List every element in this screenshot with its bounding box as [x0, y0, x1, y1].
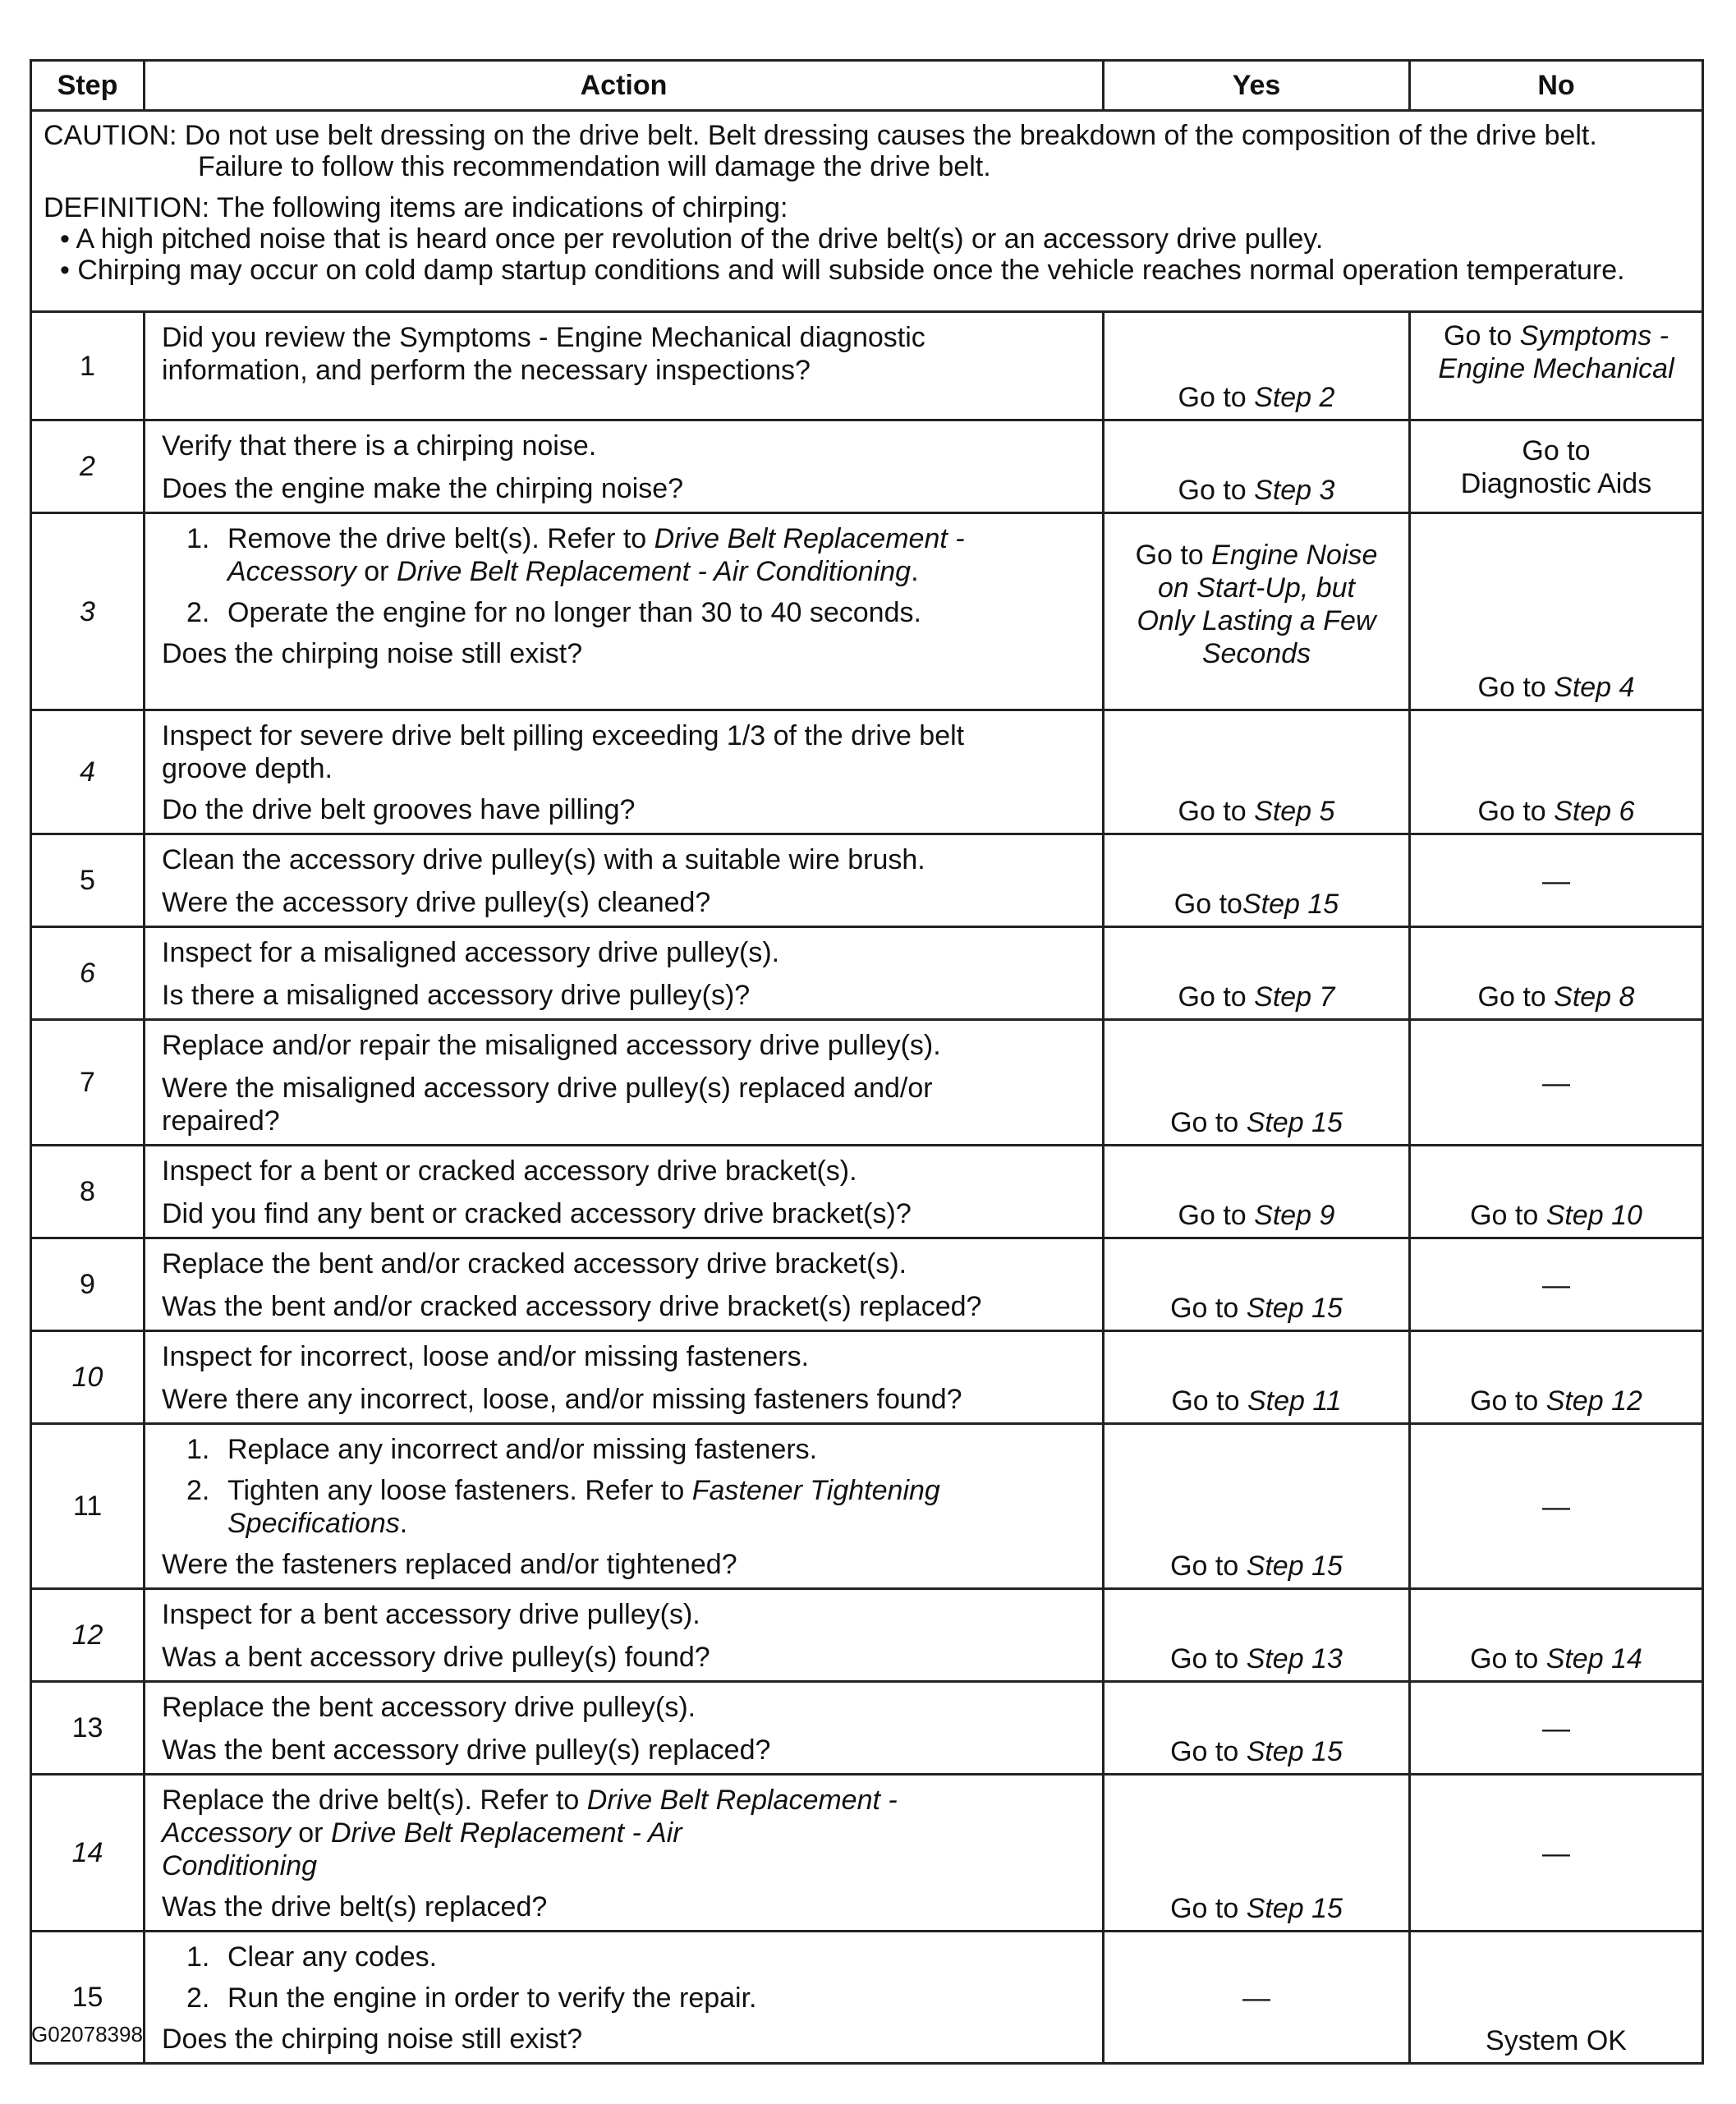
yes-prefix: Go to — [1178, 475, 1255, 506]
caution-row — [31, 111, 1703, 312]
step-number: 13 — [31, 1682, 145, 1775]
table-row — [31, 312, 1703, 420]
yes-link[interactable]: Step 15 — [1242, 889, 1339, 920]
yes-cell — [1104, 1331, 1410, 1424]
action-text: Inspect for a bent or cracked accessory drive bracket(s). — [162, 1155, 857, 1187]
yes-link[interactable]: Step 15 — [1246, 1550, 1343, 1582]
sub-step-number: 1. — [186, 1434, 210, 1465]
yes-prefix: Go to — [1170, 1293, 1247, 1324]
question-text: Does the chirping noise still exist? — [162, 638, 583, 669]
yes-prefix: Go to — [1178, 981, 1255, 1013]
no-text: Go to — [1522, 435, 1591, 466]
table-row — [31, 927, 1703, 1020]
table-row — [31, 1331, 1703, 1424]
yes-cell — [1104, 1589, 1410, 1682]
action-text: Replace the bent accessory drive pulley(s). — [162, 1692, 696, 1723]
question-text: Was the bent accessory drive pulley(s) replaced? — [162, 1734, 771, 1766]
ref-link[interactable]: Drive Belt Replacement - Air — [330, 1817, 682, 1849]
no-cell — [1410, 1932, 1703, 2064]
yes-link[interactable]: Step 7 — [1254, 981, 1335, 1013]
sub-step-text: Run the engine in order to verify the repair. — [227, 1982, 757, 2014]
sub-step — [186, 596, 1092, 629]
question-text: Do the drive belt grooves have pilling? — [162, 794, 636, 825]
no-prefix: Go to — [1477, 796, 1555, 827]
no-cell — [1410, 834, 1703, 927]
ref-link[interactable]: Specifications — [227, 1508, 400, 1539]
yes-link-cont[interactable]: Only Lasting a Few — [1137, 605, 1376, 636]
yes-link[interactable]: Step 13 — [1246, 1643, 1343, 1674]
definition-text: DEFINITION: The following items are indications of chirping: — [44, 192, 788, 223]
action-text-part: Replace the drive belt(s). Refer to — [162, 1785, 587, 1816]
action-text: Did you review the Symptoms - Engine Mechanical diagnostic — [162, 322, 925, 353]
no-link-cont[interactable]: Engine Mechanical — [1438, 353, 1674, 384]
yes-prefix: Go to — [1170, 1893, 1247, 1924]
sub-step-number: 1. — [186, 523, 210, 554]
yes-cell — [1104, 1146, 1410, 1238]
table-row — [31, 420, 1703, 513]
no-dash: — — [1542, 1491, 1570, 1523]
yes-link-cont[interactable]: on Start-Up, but — [1157, 572, 1355, 604]
yes-prefix: Go to — [1170, 1736, 1247, 1767]
no-link[interactable]: Step 8 — [1554, 981, 1635, 1013]
sub-step-list — [162, 1941, 1092, 2014]
sub-step-text: Replace any incorrect and/or missing fasteners. — [227, 1434, 818, 1465]
question-text: Were the fasteners replaced and/or tightened? — [162, 1549, 737, 1580]
step-number: 2 — [31, 420, 145, 513]
table-row — [31, 1146, 1703, 1238]
sub-step-number: 2. — [186, 1982, 210, 2014]
ref-link[interactable]: Accessory — [227, 556, 356, 587]
yes-cell — [1104, 513, 1410, 710]
sub-step-text: Remove the drive belt(s). Refer to — [227, 523, 654, 554]
no-cell — [1410, 710, 1703, 834]
action-text: Inspect for severe drive belt pilling exceeding 1/3 of the drive belt — [162, 720, 965, 751]
no-link[interactable]: Step 12 — [1545, 1385, 1642, 1417]
sub-step-text: Tighten any loose fasteners. Refer to — [227, 1475, 692, 1506]
yes-link[interactable]: Step 9 — [1254, 1200, 1335, 1231]
no-cell — [1410, 1424, 1703, 1589]
action-text: information, and perform the necessary inspections? — [162, 355, 811, 386]
ref-link[interactable]: Drive Belt Replacement - Air — [396, 556, 748, 587]
header-step: Step — [31, 61, 145, 111]
table-row — [31, 1775, 1703, 1932]
yes-prefix: Go to — [1135, 540, 1212, 571]
yes-prefix: Go to — [1171, 1385, 1247, 1417]
action-text: Replace and/or repair the misaligned accessory drive pulley(s). — [162, 1030, 941, 1061]
caution-line-2: Failure to follow this recommendation will damage the drive belt. — [198, 151, 991, 182]
yes-prefix: Go to — [1170, 1107, 1247, 1138]
step-number: 3 — [31, 513, 145, 710]
action-cell — [145, 1589, 1104, 1682]
action-text: groove depth. — [162, 753, 333, 784]
yes-link[interactable]: Step 15 — [1246, 1293, 1343, 1324]
step-number: 7 — [31, 1020, 145, 1146]
no-cell — [1410, 1331, 1703, 1424]
yes-link[interactable]: Step 15 — [1246, 1736, 1343, 1767]
question-text: Did you find any bent or cracked accessory drive bracket(s)? — [162, 1198, 912, 1229]
yes-link[interactable]: Step 2 — [1254, 382, 1335, 413]
header-action: Action — [145, 61, 1104, 111]
action-cell — [145, 710, 1104, 834]
step-number: 8 — [31, 1146, 145, 1238]
yes-link[interactable]: Step 15 — [1246, 1107, 1343, 1138]
action-text: Replace the bent and/or cracked accessory drive bracket(s). — [162, 1248, 907, 1279]
sub-step — [186, 1433, 1092, 1466]
no-link[interactable]: Diagnostic Aids — [1460, 468, 1652, 499]
sub-step-text: or — [356, 556, 397, 587]
caution-line-1: CAUTION: Do not use belt dressing on the drive belt. Belt dressing causes the breakdown of the composition of the drive belt. — [44, 120, 1597, 151]
no-cell — [1410, 1238, 1703, 1331]
no-prefix: Go to — [1470, 1200, 1546, 1231]
question-text: repaired? — [162, 1105, 280, 1137]
header-no: No — [1410, 61, 1703, 111]
no-cell — [1410, 1020, 1703, 1146]
question-text: Does the engine make the chirping noise? — [162, 473, 684, 504]
step-number: 11 — [31, 1424, 145, 1589]
yes-prefix: Go to — [1170, 1643, 1247, 1674]
sub-step-list — [162, 522, 1092, 629]
yes-cell — [1104, 1424, 1410, 1589]
question-text: Was the drive belt(s) replaced? — [162, 1891, 548, 1923]
sub-step-text: . — [911, 556, 919, 587]
sub-step-text: Clear any codes. — [227, 1941, 438, 1973]
action-cell — [145, 1682, 1104, 1775]
no-link[interactable]: Step 6 — [1554, 796, 1635, 827]
yes-link[interactable]: Step 11 — [1247, 1385, 1342, 1417]
no-dash: — — [1542, 1270, 1570, 1301]
table-row — [31, 513, 1703, 710]
action-cell — [145, 513, 1104, 710]
action-text: Inspect for a misaligned accessory drive pulley(s). — [162, 937, 780, 968]
sub-step — [186, 1982, 1092, 2014]
action-cell — [145, 834, 1104, 927]
action-text — [162, 1817, 1092, 1849]
yes-dash: — — [1242, 1982, 1270, 2014]
step-number: 1 — [31, 312, 145, 420]
yes-prefix: Go to — [1173, 889, 1242, 920]
action-cell — [145, 1331, 1104, 1424]
header-row — [31, 61, 1703, 111]
sub-step-number: 2. — [186, 597, 210, 628]
yes-cell — [1104, 1020, 1410, 1146]
no-cell — [1410, 1146, 1703, 1238]
no-cell — [1410, 1682, 1703, 1775]
yes-cell — [1104, 420, 1410, 513]
table-row — [31, 1682, 1703, 1775]
yes-cell — [1104, 927, 1410, 1020]
yes-prefix: Go to — [1178, 796, 1255, 827]
yes-cell — [1104, 1932, 1410, 2064]
question-text: Was the bent and/or cracked accessory drive bracket(s) replaced? — [162, 1291, 982, 1322]
no-cell — [1410, 1775, 1703, 1932]
no-link[interactable]: Step 4 — [1554, 672, 1635, 703]
no-prefix: Go to — [1444, 320, 1520, 351]
no-dash: — — [1542, 866, 1570, 897]
action-text — [162, 1849, 1092, 1882]
action-cell — [145, 312, 1104, 420]
yes-link-cont[interactable]: Seconds — [1201, 638, 1311, 669]
question-text: Were the misaligned accessory drive pulley(s) replaced and/or — [162, 1073, 933, 1104]
table-row — [31, 1238, 1703, 1331]
no-link[interactable]: Symptoms - — [1519, 320, 1669, 351]
ref-link[interactable]: Fastener Tightening — [691, 1475, 940, 1506]
no-cell — [1410, 420, 1703, 513]
no-prefix: Go to — [1477, 672, 1555, 703]
no-cell — [1410, 927, 1703, 1020]
question-text: Were there any incorrect, loose, and/or missing fasteners found? — [162, 1384, 962, 1415]
question-text: Is there a misaligned accessory drive pulley(s)? — [162, 980, 751, 1011]
yes-prefix: Go to — [1170, 1550, 1247, 1582]
diagnostic-table-document — [30, 59, 1702, 2065]
action-text-part: or — [290, 1817, 331, 1849]
question-text: Does the chirping noise still exist? — [162, 2024, 583, 2055]
action-cell — [145, 927, 1104, 1020]
no-link[interactable]: Step 10 — [1545, 1200, 1642, 1231]
no-prefix: Go to — [1470, 1643, 1546, 1674]
action-cell — [145, 1775, 1104, 1932]
ref-link[interactable]: Drive Belt Replacement - — [586, 1785, 898, 1816]
no-text: System OK — [1486, 2025, 1627, 2056]
no-cell — [1410, 312, 1703, 420]
sub-step-list — [162, 1433, 1092, 1540]
action-text: Clean the accessory drive pulley(s) with a suitable wire brush. — [162, 844, 925, 875]
yes-cell — [1104, 834, 1410, 927]
question-text: Were the accessory drive pulley(s) cleaned? — [162, 887, 711, 918]
sub-step-number: 1. — [186, 1941, 210, 1973]
yes-cell — [1104, 1682, 1410, 1775]
no-link[interactable]: Step 14 — [1545, 1643, 1642, 1674]
yes-link[interactable]: Step 15 — [1246, 1893, 1343, 1924]
action-cell — [145, 1020, 1104, 1146]
diagnostic-table — [30, 59, 1704, 2065]
action-cell — [145, 1238, 1104, 1331]
caution-cell — [31, 111, 1703, 312]
ref-link[interactable]: Accessory — [162, 1817, 291, 1849]
yes-prefix: Go to — [1178, 1200, 1255, 1231]
no-cell — [1410, 1589, 1703, 1682]
yes-prefix: Go to — [1178, 382, 1255, 413]
action-text: Inspect for incorrect, loose and/or missing fasteners. — [162, 1341, 810, 1372]
figure-id: G02078398 — [31, 2022, 143, 2047]
no-dash: — — [1542, 1068, 1570, 1099]
no-cell — [1410, 513, 1703, 710]
table-row — [31, 1020, 1703, 1146]
no-prefix: Go to — [1477, 981, 1555, 1013]
sub-step-number: 2. — [186, 1475, 210, 1506]
ref-link[interactable]: Conditioning — [162, 1850, 318, 1881]
sub-step — [186, 522, 1092, 588]
action-text: Verify that there is a chirping noise. — [162, 430, 597, 462]
definition-bullet-2: • Chirping may occur on cold damp startup conditions and will subside once the vehicle reaches normal operation temperature. — [60, 255, 1625, 286]
header-yes: Yes — [1104, 61, 1410, 111]
action-text: Inspect for a bent accessory drive pulley(s). — [162, 1599, 700, 1630]
step-number: 9 — [31, 1238, 145, 1331]
step-number: 15 — [31, 1932, 145, 2064]
table-row — [31, 1932, 1703, 2064]
no-prefix: Go to — [1470, 1385, 1546, 1417]
ref-link[interactable]: Drive Belt Replacement - — [654, 523, 965, 554]
action-cell — [145, 1146, 1104, 1238]
yes-cell — [1104, 1775, 1410, 1932]
table-row — [31, 834, 1703, 927]
sub-step-text: . — [399, 1508, 408, 1539]
sub-step — [186, 1474, 1092, 1540]
table-row — [31, 710, 1703, 834]
action-cell — [145, 420, 1104, 513]
step-number: 6 — [31, 927, 145, 1020]
action-text — [162, 1784, 1092, 1817]
step-number: 14 — [31, 1775, 145, 1932]
no-dash: — — [1542, 1713, 1570, 1744]
yes-cell — [1104, 1238, 1410, 1331]
yes-cell — [1104, 312, 1410, 420]
yes-cell — [1104, 710, 1410, 834]
no-dash: — — [1542, 1838, 1570, 1869]
action-cell — [145, 1424, 1104, 1589]
table-row — [31, 1424, 1703, 1589]
action-cell — [145, 1932, 1104, 2064]
yes-link[interactable]: Step 3 — [1254, 475, 1335, 506]
yes-link[interactable]: Step 5 — [1254, 796, 1335, 827]
yes-link[interactable]: Engine Noise — [1211, 540, 1378, 571]
sub-step — [186, 1941, 1092, 1973]
step-number: 12 — [31, 1589, 145, 1682]
sub-step-text: Operate the engine for no longer than 30 to 40 seconds. — [227, 597, 921, 628]
ref-link[interactable]: Conditioning — [755, 556, 912, 587]
step-number: 4 — [31, 710, 145, 834]
question-text: Was a bent accessory drive pulley(s) found? — [162, 1642, 710, 1673]
step-number: 5 — [31, 834, 145, 927]
step-number: 10 — [31, 1331, 145, 1424]
definition-bullet-1: • A high pitched noise that is heard once per revolution of the drive belt(s) or an accessory drive pulley. — [60, 223, 1324, 255]
table-row — [31, 1589, 1703, 1682]
